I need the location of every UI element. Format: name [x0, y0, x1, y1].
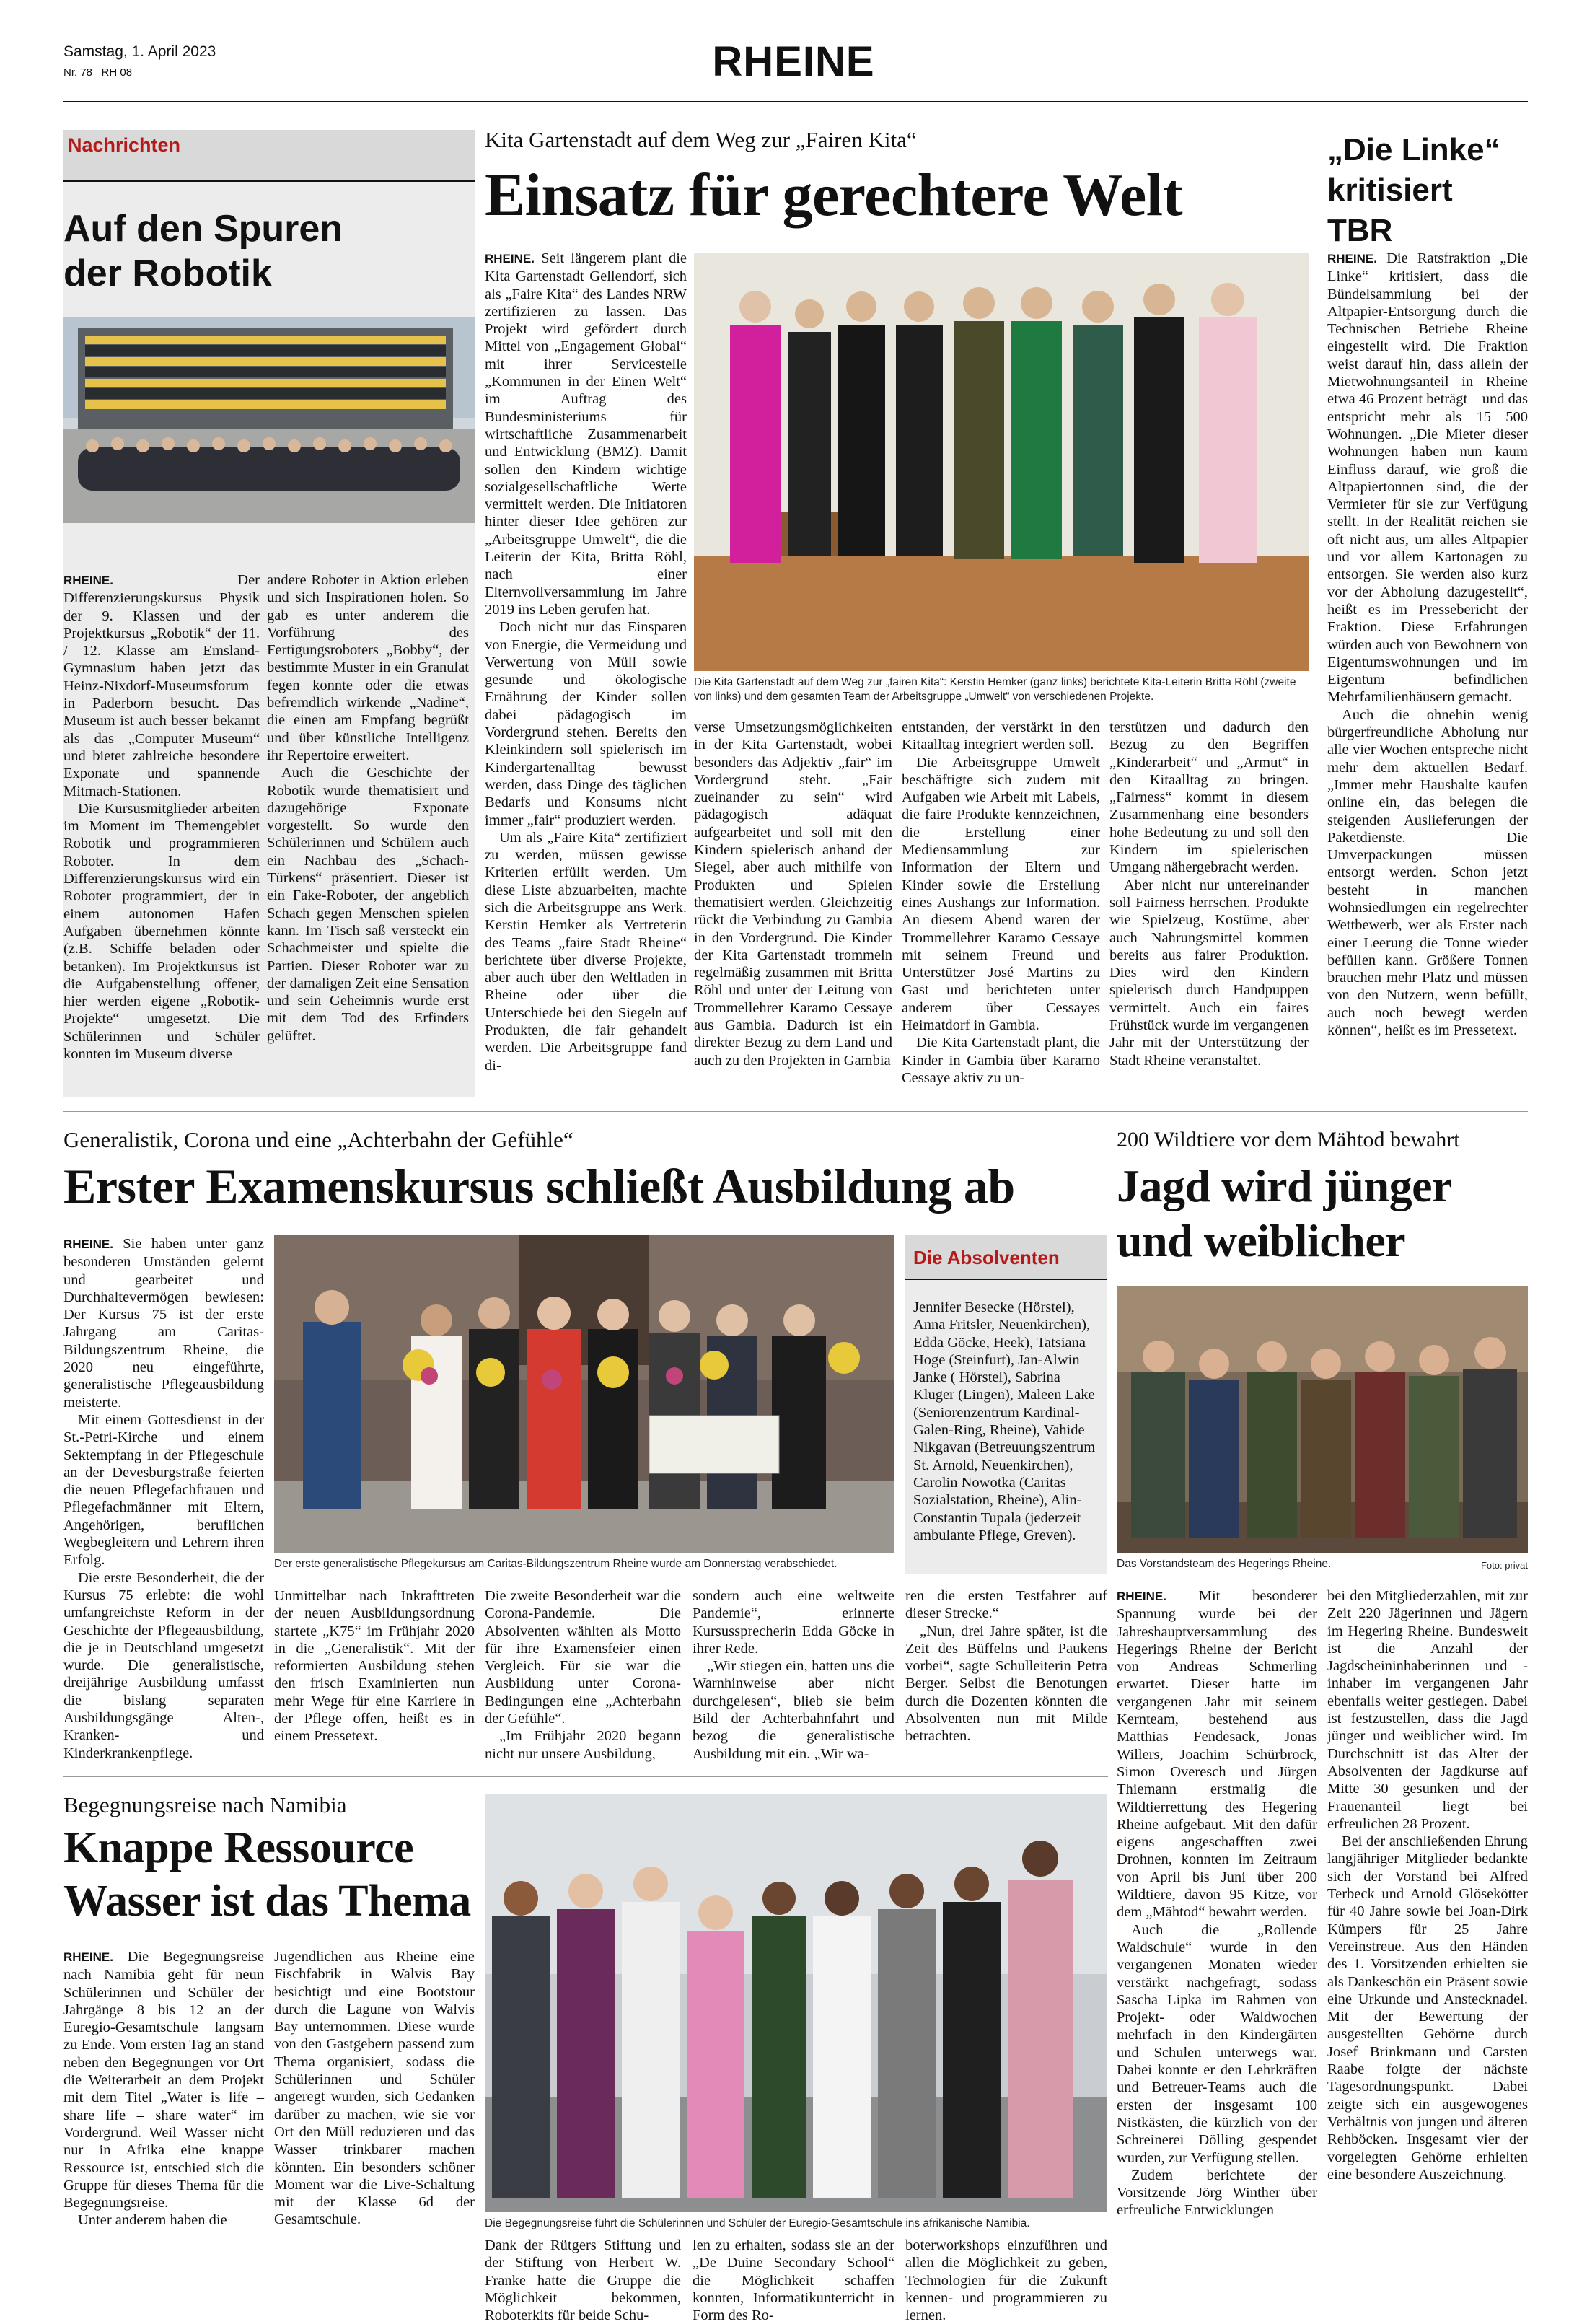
absolventen-list	[913, 1299, 1102, 1573]
exam-p8: „Wir stiegen ein, hatten uns die Warnhinweise aber nicht durchgelesen“, blieb sie beim Bild der Achterbahnfahrt und bezog die generalistische Ausbildung mit ein. „Wir wa-	[693, 1658, 894, 1762]
kita-p1: Seit längerem plant die Kita Gartenstadt Gellendorf, sich als „Faire Kita“ des Landes NRW zertifizieren zu lassen. Das Projekt wird gefördert durch Mittel von „Engagement Global“ mit ihrer Servicestelle „Kommunen in der Einen Welt“ im Auftrag des Bundesministeriums für wirtschaftliche Zusammenarbeit und Entwicklung (BMZ). Damit sollen den Kindern wichtige sozialgesellschaftliche Werte vermittelt werden. Die Initiatoren hinter dieser Idee gehören zur „Arbeitsgruppe Umwelt“, die die Leiterin der Kita, Britta Röhl, nach einer Elternvollversammlung im Jahre 2019 ins Leben gerufen hat.	[485, 250, 687, 618]
jagd-col1: RHEINE. Mit besonderer Spannung wurde bei der Jahreshauptversammlung des Hegerings Rheine der Bericht von Andreas Schmerling erwartet. Dieser hatte im vergangenen Jahr mit seinem Kernteam, bestehend aus Matthias Fendesack, Jonas Willers, Joachim Schürbrock, Simon Overesch und Jürgen Thiemann erstmalig die Wildtierrettung des Hegering Rheine aufgebaut. Mit den dafür eigens angeschafften zwei Drohnen, konnten im Zeitraum von April bis Juni über 200 Wildtiere, davon 95 Kitze, vor dem „Mähtod“ bewahrt werden. Auch die „Rollende Waldschule“ wurde in den vergangenen Monaten wieder verstärkt nachgefragt, sodass Sascha Lipka im Rahmen von Projekt- oder Waldwochen mehrfach in den Kindergärten und Schulen unterwegs war. Dabei konnte er den Lehrkräften und Betreuer-Teams auch die ersten der insgesamt 100 Nistkästen, die kürzlich von der Schreinerei Dölling gespendet wurden, zur Verfügung stellen. Zudem berichtete der Vorsitzende Jörg Winther über erfreuliche Entwicklungen	[1117, 1588, 1318, 2219]
kita-p7: Die Kita Gartenstadt plant, die Kinder in Gambia über Karamo Cessaye aktiv zu un-	[902, 1035, 1100, 1086]
kita-col-a	[694, 719, 892, 1094]
robotik-col1	[63, 571, 260, 1091]
exam-p6: „Im Frühjahr 2020 begann nicht nur unsere Ausbildung,	[485, 1728, 681, 1762]
exam-p2: Mit einem Gottesdienst in der St.-Petri-Kirche und einem Sektempfang in der Pflegeschule an der Devesburgstraße feierten die neuen Pflegefachfrauen und Pflegefachmänner mit Eltern, Angehörigen, beruflichen Wegbegleitern und Lehrern ihren Erfolg.	[63, 1411, 264, 1569]
kita-p8: terstützen und dadurch den Bezug zu den Begriffen „Kinderarbeit“ und „Armut“ in den Kitaalltag zu bringen. „Fairness“ kommt in diesem Zusammenhang eine besonders hohe Bedeutung zu und soll den Kindern im spielerischen Umgang nähergebracht werden.	[1109, 719, 1309, 876]
jagd-p3: Zudem berichtete der Vorsitzende Jörg Winther über erfreuliche Entwicklungen	[1117, 2167, 1317, 2219]
exam-kicker: Generalistik, Corona und eine „Achterbahn der Gefühle“	[63, 1127, 573, 1152]
ort-label: RHEINE.	[63, 574, 113, 587]
exam-p1: Sie haben unter ganz besonderen Umständen gelernt und gearbeitet und Durchhaltevermögen bewiesen: Der Kursus 75 ist der erste Jahrgang am Caritas-Bildungszentrum Rheine, die 2020 neu eingeführte, generalistische Pflegeausbildung meisterte.	[63, 1236, 264, 1411]
exam-col-left: RHEINE. Sie haben unter ganz besonderen Umständen gelernt und gearbeitet und Durchhaltevermögen bewiesen: Der Kursus 75 ist der erste Jahrgang am Caritas-Bildungszentrum Rheine, die 2020 neu eingeführte, generalistische Pflegeausbildung meisterte. Mit einem Gottesdienst in der St.-Petri-Kirche und einem Sektempfang in der Pflegeschule an der Devesburgstraße feierten die neuen Pflegefachfrauen und Pflegefachmänner mit Eltern, Angehörigen, beruflichen Wegbegleitern und Lehrern ihren Erfolg. Die erste Besonderheit, die der Kursus 75 erlebte: die wohl umfangreichste Reform in der Geschichte der Pflegeausbildung, die je in Deutschland umgesetzt wurde. Die generalistische, dreijährige Ausbildung umfasst die bislang separaten Ausbildungsgänge Alten-, Kranken- und Kinderkrankenpflege.	[63, 1236, 264, 1761]
kita-p6: Die Arbeitsgruppe Umwelt beschäftigte sich zudem mit Aufgaben wie Arbeit mit Labels, die faire Produkte kennzeichnen, die Erstellung einer Mediensammlung zur Information der Eltern und Kinder sowie die Erstellung eines Aushangs zur Information. An diesem Abend waren der Trommellehrer Karamo Cessaye mit seinem Freund und Unterstützer José Martins zu Gast und berichteten unter anderem über Cessayes Heimatdorf in Gambia.	[902, 754, 1100, 1034]
kita-p4: verse Umsetzungsmöglichkeiten in der Kita Gartenstadt, wobei besonders das Adjektiv „fair“ im Vordergrund steht. „Fair zueinander zu sein“ wird pädagogisch adäquat aufgearbeitet und soll mit den Kindern spielerisch anhand der Siegel, aber auch mithilfe von Produkten und Spielen thematisiert werden. Gleichzeitig rückt die Verbindung zu Gambia in den Vordergrund. Die Kinder der Kita Gartenstadt trommeln regelmäßig zusammen mit Britta Röhl und unter der Leitung von Trommellehrer Karamo Cessaye aus Gambia. Dadurch ist ein direkter Bezug zu dem Land und auch zu den Projekten in Gambia	[694, 719, 892, 1069]
kita-p3: Um als „Faire Kita“ zertifiziert zu werden, müssen gewisse Kriterien erfüllt werden. Um diese Liste abzuarbeiten, machte sich die Arbeitsgruppe ans Werk. Kerstin Hemker als Vertreterin des Teams „faire Stadt Rheine“ berichtete über diverse Projekte, aber auch über den Weltladen in Rheine oder über die Unterschiede bei den Siegeln auf Produkten, die fair gehandelt werden. Die Arbeitsgruppe fand di-	[485, 829, 687, 1074]
edition-code: RH 08	[101, 66, 133, 79]
section-title: RHEINE	[712, 38, 875, 85]
robotik-p2: Die Kursusmitglieder arbeiten im Moment im Themengebiet Robotik und programmieren Roboter. In dem Differenzierungskursus wird ein Roboter programmiert, der in einem autonomen Hafen Aufgaben übernehmen könnte (z.B. Schiffe beladen oder betanken). Im Projektkursus ist die Aufgabenstellung offener, hier werden eigene „Robotik-Projekte“ umgesetzt. Die Schülerinnen und Schüler konnten im Museum diverse	[63, 800, 260, 1063]
namibia-p2: Unter anderem haben die	[78, 2212, 227, 2229]
jagd-p1: Mit besonderer Spannung wurde bei der Jahreshauptversammlung des Hegerings Rheine der Bericht von Andreas Schmerling erwartet. Dieser hatte im vergangenen Jahr mit seinem Kernteam, bestehend aus Matthias Fendesack, Jonas Willers, Joachim Schürbrock, Simon Overesch und Jürgen Thiemann erstmalig die Wildtierrettung des Hegering Rheine aufgebaut. Mit den dafür eigens angeschafften zwei Drohnen, konnten im Zeitraum von April bis Juni über 200 Wildtiere, davon 95 Kitze, vor dem „Mähtod“ bewahrt werden.	[1117, 1588, 1318, 1921]
namibia-col5	[905, 2237, 1107, 2324]
namibia-col3	[485, 2237, 681, 2324]
jagd-p5: Bei der anschließenden Ehrung langjähriger Mitglieder bedankte sich der Vorstand bei Alfred Terbeck und Arnold Glösekötter für 40 Jahre sowie bei Joan-Dirk Kümpers für 25 Jahre Vereinstreue. Aus den Händen des 1. Vorsitzenden erhielten sie als Dankeschön ein Präsent sowie eine Urkunde und Anstecknadel. Mit der Bewertung der ausgestellten Gehörne durch Josef Brinkmann und Carsten Raabe folgte der nächste Tagesordnungspunkt. Dabei zeigte sich ein ausgewogenes Verhältnis von jungen und älteren Rehböcken. Insgesamt vier der vorgelegten Gehörne erhielten eine besondere Auszeichnung.	[1327, 1833, 1528, 2183]
nachrichten-label: Nachrichten	[68, 134, 181, 156]
rule-mid	[63, 1111, 1528, 1112]
jagd-credit: Foto: privat	[1480, 1560, 1528, 1571]
robotik-headline: Auf den Spuren der Robotik	[63, 208, 343, 294]
namibia-col1: RHEINE. Die Begegnungsreise nach Namibia geht für neun Schülerinnen und Schüler der Jahrgänge 8 bis 12 an der Euregio-Gesamtschule langsam zu Ende. Vom ersten Tag an stand neben den Begegnungen vor Ort die Weiterarbeit an dem Projekt mit dem Titel „Water is life – share life – share water“ im Vordergrund. Weil Wasser nicht nur in Afrika eine knappe Ressource ist, entschied sich die Gruppe für dieses Thema für die Begegnungsreise. Unter anderem haben die	[63, 1949, 264, 2229]
kita-col-intro: RHEINE. Seit längerem plant die Kita Gartenstadt Gellendorf, sich als „Faire Kita“ des Landes NRW zertifizieren zu lassen. Das Projekt wird gefördert durch Mittel von „Engagement Global“ mit ihrer Servicestelle „Kommunen in der Einen Welt“ im Auftrag des Bundesministeriums für wirtschaftliche Zusammenarbeit und Entwicklung (BMZ). Damit sollen den Kindern wichtige sozialgesellschaftliche Werte vermittelt werden. Die Initiatoren hinter dieser Idee gehören zur „Arbeitsgruppe Umwelt“, die die Leiterin der Kita, Britta Röhl, nach einer Elternvollversammlung im Jahre 2019 ins Leben gerufen hat. Doch nicht nur das Einsparen von Energie, die Vermeidung und Verwertung von Müll sowie gesunde und ökologische Ernährung der Kinder sollen dabei pädagogisch im Vordergrund stehen. Bereits den Kleinkindern soll spielerisch im Kindergartenalltag bewusst werden, dass Dinge des täglichen Bedarfs und Konsums nicht immer „fair“ produziert werden. Um als „Faire Kita“ zertifiziert zu werden, müssen gewisse Kriterien erfüllt werden. Um diese Liste abzuarbeiten, machte sich die Arbeitsgruppe ans Werk. Kerstin Hemker als Vertreterin des Teams „faire Stadt Rheine“ berichtete über diverse Projekte, aber auch über den Weltladen in Rheine oder über die Unterschiede bei den Siegeln auf Produkten, die fair gehandelt werden. Die Arbeitsgruppe fand di-	[485, 250, 687, 1074]
absolventen-title: Die Absolventen	[913, 1247, 1060, 1268]
robotik-col2	[267, 571, 469, 1091]
jagd-kicker: 200 Wildtiere vor dem Mähtod bewahrt	[1117, 1128, 1460, 1152]
linke-headline: „Die Linke“ kritisiert TBR	[1327, 132, 1500, 248]
jagd-photo	[1117, 1286, 1528, 1553]
linke-col: RHEINE. Die Ratsfraktion „Die Linke“ kritisiert, dass die Bündelsammlung bei der Altpapier-Entsorgung durch die Technischen Betriebe Rheine eingestellt wird. Die Fraktion weist darauf hin, dass allein der Mietwohnungsanteil in Rheine etwa 46 Prozent beträgt – und das entspricht mehr als 15 500 Wohnungen. „Die Mieter dieser Wohnungen haben nun kaum Einfluss darauf, wie groß die Altpapiertonnen sind, die der Vermieter für sie zur Verfügung stellt. In der Realität reichen sie oft nicht aus, um alles Altpapier und vor allem Kartonagen zu entsorgen. Sie werden also kurz vor der Abholung dazugestellt“, heißt es im Pressebericht der Fraktion. Diese Erfahrungen würden auch von Bewohnern von Eigentumswohnungen und im Eigentum befindlichen Mehrfamilienhäusern gemacht. Auch die ohnehin wenig bürgerfreundliche Abholung nur alle vier Wochen entspreche nicht mehr dem aktuellen Bedarf. „Immer mehr Haushalte kaufen online ein, das belegen die steigenden Auslieferungen der Paketdienste. Die Umverpackungen müssen entsorgt werden. Schon jetzt besteht in manchen Wohnsiedlungen ein regelrechter Wettbewerb, wer als Erster nach einer Leerung die Tonne wieder befüllen kann. Größere Tonnen brauchen mehr Platz und müssen von den Nutzern, wenn befüllt, auch noch bewegt werden können“, heißt es im Pressetext.	[1327, 250, 1529, 1039]
robotik-p1: Der Differenzierungskursus Physik der 9. Klassen und der Projektkursus „Robotik“ der 11. / 12. Klasse am Emsland-Gymnasium haben jetzt das Heinz-Nixdorf-Museumsforum in Paderborn besucht. Das Museum ist auch besser bekannt als das „Computer–Museum“ und bietet zahlreiche besondere Exponate und spannende Mitmach-Stationen.	[63, 572, 260, 799]
namibia-kicker: Begegnungsreise nach Namibia	[63, 1792, 347, 1817]
robotik-p3: andere Roboter in Aktion erleben und sich Inspirationen holen. So gab es unter anderem die Vorführung des Fertigungsroboters „Bobby“, der bestimmte Muster in ein Granulat fegen konnte oder die etwas befremdlich wirkende „Nadine“, die einen am Empfang begrüßt und über künstliche Intelligenz ihr Repertoire erweitert.	[267, 572, 469, 763]
namibia-p1: Die Begegnungsreise nach Namibia geht für neun Schülerinnen und Schüler der Jahrgänge 8 bis 12 an der Euregio-Gesamtschule langsam zu Ende. Vom ersten Tag an stand neben den Begegnungen vor Ort die Weiterarbeit an dem Projekt mit dem Titel „Water is life – share life – share water“ im Vordergrund. Weil Wasser nicht nur in Afrika eine knappe Ressource ist, entschied sich die Gruppe für dieses Thema für die Begegnungsreise.	[63, 1949, 264, 2211]
namibia-headline: Knappe Ressource Wasser ist das Thema	[63, 1823, 471, 1926]
kita-p5: entstanden, der verstärkt in den Kitaalltag integriert werden soll.	[902, 719, 1100, 753]
namibia-caption: Die Begegnungsreise führt die Schülerinnen und Schüler der Euregio-Gesamtschule ins afrikanische Namibia.	[485, 2217, 1030, 2229]
jagd-p2: Auch die „Rollende Waldschule“ wurde in den vergangenen Monaten wieder verstärkt nachgefragt, sodass Sascha Lipka im Rahmen von Projekt- oder Waldwochen mehrfach in den Kindergärten und Schulen unterwegs war. Dabei konnte er den Lehrkräften und Betreuer-Teams auch die ersten der insgesamt 100 Nistkästen, die kürzlich von der Schreinerei Dölling gespendet wurden, zur Verfügung stellen.	[1117, 1921, 1317, 2166]
namibia-p5: len zu erhalten, sodass sie an der „De Duine Secondary School“ die Möglichkeit schaffen konnten, Informatikunterricht in Form des Ro-	[693, 2237, 894, 2324]
issue-number: Nr. 78	[63, 66, 93, 79]
kita-caption: Die Kita Gartenstadt auf dem Weg zur „fairen Kita“: Kerstin Hemker (ganz links) berichtete Kita-Leiterin Britta Röhl (zweite von links) und dem gesamten Team der Arbeitsgruppe „Umwelt“ von verschiedenen Projekte.	[694, 676, 1296, 703]
namibia-col4	[693, 2237, 894, 2324]
exam-p4: Unmittelbar nach Inkrafttreten der neuen Ausbildungsordnung startete „K75“ im Frühjahr 2020 in die „Generalistik“. Mit der reformierten Ausbildung stehen den frisch Examinierten nun mehr Wege für eine Karriere in der Pflege offen, heißt es in einem Pressetext.	[274, 1588, 475, 1745]
linke-p2: Auch die ohnehin wenig bürgerfreundliche Abholung nur alle vier Wochen entspreche nicht mehr dem aktuellen Bedarf. „Immer mehr Haushalte kaufen online ein, das belegen die steigenden Auslieferungen der Paketdienste. Die Umverpackungen müssen entsorgt werden. Schon jetzt besteht in manchen Wohnsiedlungen ein regelrechter Wettbewerb, wer als Erster nach einer Leerung die Tonne wieder befüllen kann. Größere Tonnen brauchen mehr Platz und müssen von den Nutzern, wenn befüllt, auch noch bewegt werden können“, heißt es im Pressetext.	[1327, 706, 1528, 1039]
exam-p9: ren die ersten Testfahrer auf dieser Strecke.“	[905, 1588, 1107, 1622]
namibia-p4: Dank der Rütgers Stiftung und der Stiftung von Herbert W. Franke hatte die Gruppe die Möglichkeit bekommen, Roboterkits für beide Schu-	[485, 2237, 681, 2324]
kita-col-c	[1109, 719, 1309, 1094]
kita-photo	[694, 253, 1309, 671]
kita-headline: Einsatz für gerechtere Welt	[485, 162, 1183, 229]
jagd-headline: Jagd wird jünger und weiblicher	[1117, 1160, 1451, 1266]
namibia-p6: boterworkshops einzuführen und allen die Möglichkeit zu geben, Technologien für die Zukunft kennen- und programmieren zu lernen.	[905, 2237, 1107, 2324]
exam-photo	[274, 1235, 894, 1553]
exam-p3: Die erste Besonderheit, die der Kursus 75 erlebte: die wohl umfangreichste Reform in der Geschichte der Pflegeausbildung, die je in Deutschland umgesetzt wurde. Die generalistische, dreijährige Ausbildung umfasst die bislang separaten Ausbildungsgänge Alten-, Kranken- und Kinderkrankenpflege.	[63, 1569, 264, 1761]
robotik-p4: Auch die Geschichte der Robotik wurde thematisiert und dazugehörige Exponate vorgestellt. So wurde den Schülerinnen und Schülern auch ein Nachbau des „Schach-Türkens“ präsentiert. Dieser ist ein Fake-Roboter, der angeblich Schach gegen Menschen spielen kann. Im Tisch saß versteckt ein Schachmeister und spielte die Partien. Dieser Roboter war zu der damaligen Zeit eine Sensation und sein Geheimnis wurde erst mit dem Tod des Erfinders gelüftet.	[267, 765, 469, 1044]
exam-p5: Die zweite Besonderheit war die Corona-Pandemie. Die Absolventen wählten als Motto für ihre Examensfeier einen Vergleich. Für sie war die Ausbildung unter Corona-Bedingungen eine „Achterbahn der Gefühle“.	[485, 1588, 681, 1727]
exam-headline: Erster Examenskursus schließt Ausbildung ab	[63, 1159, 1015, 1214]
exam-p10: „Nun, drei Jahre später, ist die Zeit des Büffelns und Paukens vorbei“, sagte Schulleiterin Petra Berger. Selbst die Benotungen durch die Dozenten könnten die Absolventen nun mit Milde betrachten.	[905, 1623, 1107, 1745]
header-rule	[63, 101, 1528, 102]
absolventen-names: Jennifer Besecke (Hörstel), Anna Fritsler, Neuenkirchen), Edda Göcke, Heek), Tatsiana Hoge (Steinfurt), Jan-Alwin Janke ( Hörstel), Sabrina Kluger (Lingen), Maleen Lake (Seniorenzentrum Kardinal-Galen-Ring, Rheine), Vahide Nikgavan (Betreuungszentrum St. Arnold, Neuenkirchen), Carolin Nowotka (Caritas Sozialstation, Rheine), Alin-Constantin Tupala (jederzeit ambulante Pflege, Greven).	[913, 1299, 1096, 1543]
linke-p1: Die Ratsfraktion „Die Linke“ kritisiert, dass die Bündelsammlung bei der Altpapier-Entsorgung durch die Technischen Betriebe Rheine eingestellt wird. Die Fraktion weist darauf hin, dass allein der Mietwohnungsanteil in Rheine etwa 46 Prozent beträgt – und das entspricht mehr als 15 500 Wohnungen. „Die Mieter dieser Wohnungen haben nun kaum Einfluss darauf, wie groß die Altpapiertonnen sind, die der Vermieter für sie zur Verfügung stellt. In der Realität reichen sie oft nicht aus, um alles Altpapier und vor allem Kartonagen zu entsorgen. Sie werden also kurz vor der Abholung dazugestellt“, heißt es im Pressebericht der Fraktion. Diese Erfahrungen würden auch von Bewohnern von Eigentumswohnungen und im Eigentum befindlichen Mehrfamilienhäusern gemacht.	[1327, 250, 1529, 706]
jagd-p4: bei den Mitgliederzahlen, mit zur Zeit 220 Jägerinnen und Jägern im Hegering Rheine. Bundesweit ist die Anzahl der Jagdscheininhaberinnen und -inhaber im vergangenen Jahr ebenfalls weiter gestiegen. Dabei ist festzustellen, dass die Jagd jünger und weiblicher wird. Im Durchschnitt ist das Alter der Absolventen der Jagdkurse auf Mitte 30 gesunken und der Frauenanteil liegt bei erfreulichen 28 Prozent.	[1327, 1588, 1528, 1832]
kita-kicker: Kita Gartenstadt auf dem Weg zur „Fairen Kita“	[485, 127, 917, 152]
kita-p2: Doch nicht nur das Einsparen von Energie, die Vermeidung und Verwertung von Müll sowie gesunde und ökologische Ernährung der Kinder sollen dabei pädagogisch im Vordergrund stehen. Bereits den Kleinkindern soll spielerisch im Kindergartenalltag bewusst werden, dass Dinge des täglichen Bedarfs und Konsums nicht immer „fair“ produziert werden.	[485, 619, 687, 828]
exam-p7: sondern auch eine weltweite Pandemie“, erinnerte Kursussprecherin Edda Göcke in ihrer Rede.	[693, 1588, 894, 1657]
jagd-col2	[1327, 1587, 1528, 2237]
namibia-photo	[485, 1794, 1107, 2212]
kita-col-b	[902, 719, 1100, 1094]
rule-namibia	[63, 1776, 1108, 1777]
jagd-caption: Das Vorstandsteam des Hegerings Rheine.	[1117, 1558, 1332, 1570]
exam-caption: Der erste generalistische Pflegekursus am Caritas-Bildungszentrum Rheine wurde am Donnerstag verabschiedet.	[274, 1558, 838, 1570]
namibia-col2	[274, 1948, 475, 2237]
kita-p9: Aber nicht nur untereinander soll Fairness herrschen. Produkte wie Spielzeug, Kostüme, aber auch Nahrungsmittel kommen bereits aus fairer Produktion. Dies wird den Kindern spielerisch durch Handpuppen vermittelt. Auch ein faires Frühstück wurde im vergangenen Jahr mit der Unterstützung der Stadt Rheine veranstaltet.	[1109, 877, 1309, 1069]
header-date: Samstag, 1. April 2023	[63, 43, 216, 60]
robotik-photo	[63, 317, 475, 523]
namibia-p3: Jugendlichen aus Rheine eine Fischfabrik in Walvis Bay besichtigt und eine Bootstour durch die Lagune von Walvis Bay unternommen. Diese wurde von den Gastgebern passend zum Thema organisiert, sodass die Schülerinnen und Schüler angeregt wurden, sich Gedanken darüber zu machen, wie sie vor Ort den Müll reduzieren und das Wasser trinkbarer machen könnten. Ein besonders schöner Moment war die Live-Schaltung mit der Klasse 6d der Gesamtschule.	[274, 1949, 475, 2228]
